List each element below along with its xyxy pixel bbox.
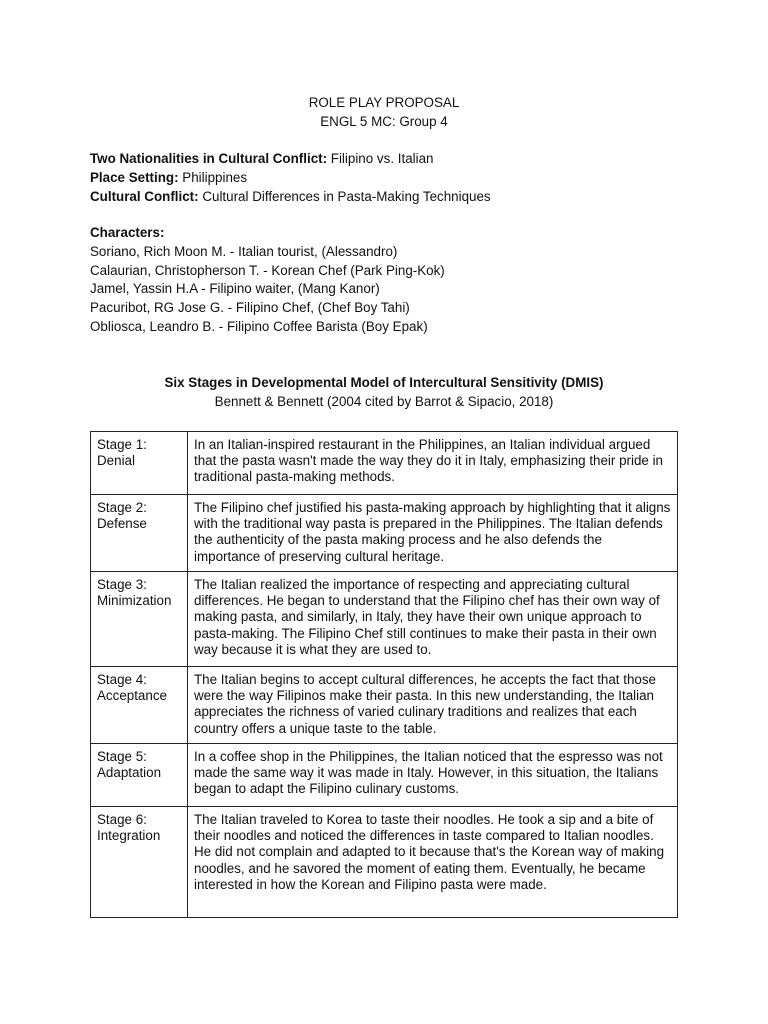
character-item: Calaurian, Christopherson T. - Korean Chef (Park Ping-Kok) <box>90 262 445 278</box>
nationalities-line <box>90 150 690 169</box>
table-row <box>91 572 678 667</box>
stage-description: The Italian begins to accept cultural differences, he accepts the fact that those were the way Filipinos make their pasta. In this new understanding, the Italian appreciates the richness of varied culinary traditions and realizes that each country offers a unique taste to the table. <box>188 667 678 744</box>
stage-cell <box>91 495 188 572</box>
characters-heading: Characters: <box>90 225 165 240</box>
nationalities-label: Two Nationalities in Cultural Conflict: <box>90 151 328 166</box>
table-row <box>91 495 678 572</box>
character-item: Jamel, Yassin H.A - Filipino waiter, (Mang Kanor) <box>90 281 380 297</box>
stage-name: Minimization <box>97 593 172 609</box>
stage-number: Stage 5: <box>97 749 147 764</box>
dmis-citation: Bennett & Bennett (2004 cited by Barrot & Sipacio, 2018) <box>214 393 554 409</box>
dmis-section <box>0 374 768 412</box>
stage-name: Denial <box>97 453 135 469</box>
table-row <box>91 667 678 744</box>
place-line <box>90 169 690 188</box>
stage-number: Stage 4: <box>97 672 147 687</box>
stage-number: Stage 1: <box>97 437 147 452</box>
stage-description: The Italian traveled to Korea to taste their noodles. He took a sip and a bite of their noodles and noticed the differences in taste compared to Italian noodles. He did not complain and adapted to it because that's the Korean way of making noodles, and he savored the moment of eating them. Eventually, he became interested in how the Korean and Filipino pasta were made. <box>188 807 678 918</box>
stage-cell <box>91 572 188 667</box>
table-row <box>91 807 678 918</box>
stage-cell <box>91 667 188 744</box>
conflict-value: Cultural Differences in Pasta-Making Techniques <box>198 188 491 204</box>
stage-description: In an Italian-inspired restaurant in the Philippines, an Italian individual argued that the pasta wasn't made the way they do it in Italy, emphasizing their pride in traditional pasta-making methods. <box>188 432 678 495</box>
stage-description: In a coffee shop in the Philippines, the Italian noticed that the espresso was not made the same way it was made in Italy. However, in this situation, the Italians began to adapt the Filipino culinary customs. <box>188 744 678 807</box>
proposal-info <box>90 150 690 206</box>
conflict-label: Cultural Conflict: <box>90 188 199 204</box>
document-title: ROLE PLAY PROPOSAL <box>308 95 460 110</box>
stage-number: Stage 2: <box>97 500 147 515</box>
character-item: Pacuribot, RG Jose G. - Filipino Chef, (Chef Boy Tahi) <box>90 300 410 316</box>
document-subtitle: ENGL 5 MC: Group 4 <box>320 114 448 129</box>
stage-cell <box>91 807 188 918</box>
stage-name: Defense <box>97 516 147 532</box>
stage-name: Integration <box>97 828 161 844</box>
characters-section <box>90 224 690 337</box>
table-row <box>91 744 678 807</box>
place-label: Place Setting: <box>90 169 179 185</box>
character-item: Obliosca, Leandro B. - Filipino Coffee Barista (Boy Epak) <box>90 318 428 334</box>
place-value: Philippines <box>178 169 248 185</box>
stages-table <box>90 431 678 918</box>
dmis-heading: Six Stages in Developmental Model of Intercultural Sensitivity (DMIS) <box>164 375 604 390</box>
stage-cell <box>91 432 188 495</box>
stage-name: Acceptance <box>97 688 167 704</box>
document-header <box>0 93 768 131</box>
conflict-line <box>90 188 690 207</box>
stage-number: Stage 6: <box>97 812 147 827</box>
stage-number: Stage 3: <box>97 577 147 592</box>
character-item: Soriano, Rich Moon M. - Italian tourist, (Alessandro) <box>90 243 398 259</box>
stage-name: Adaptation <box>97 765 162 781</box>
stage-description: The Italian realized the importance of respecting and appreciating cultural differences. He began to understand that the Filipino chef has their own way of making pasta, and similarly, in Italy, they have their own unique approach to pasta-making. The Filipino Chef still continues to make their pasta in their own way because it is what they are used to. <box>188 572 678 667</box>
nationalities-value: Filipino vs. Italian <box>327 151 434 166</box>
stage-cell <box>91 744 188 807</box>
table-row <box>91 432 678 495</box>
stage-description: The Filipino chef justified his pasta-making approach by highlighting that it aligns with the traditional way pasta is prepared in the Philippines. The Italian defends the authenticity of the pasta making process and he also defends the importance of preserving cultural heritage. <box>188 495 678 572</box>
